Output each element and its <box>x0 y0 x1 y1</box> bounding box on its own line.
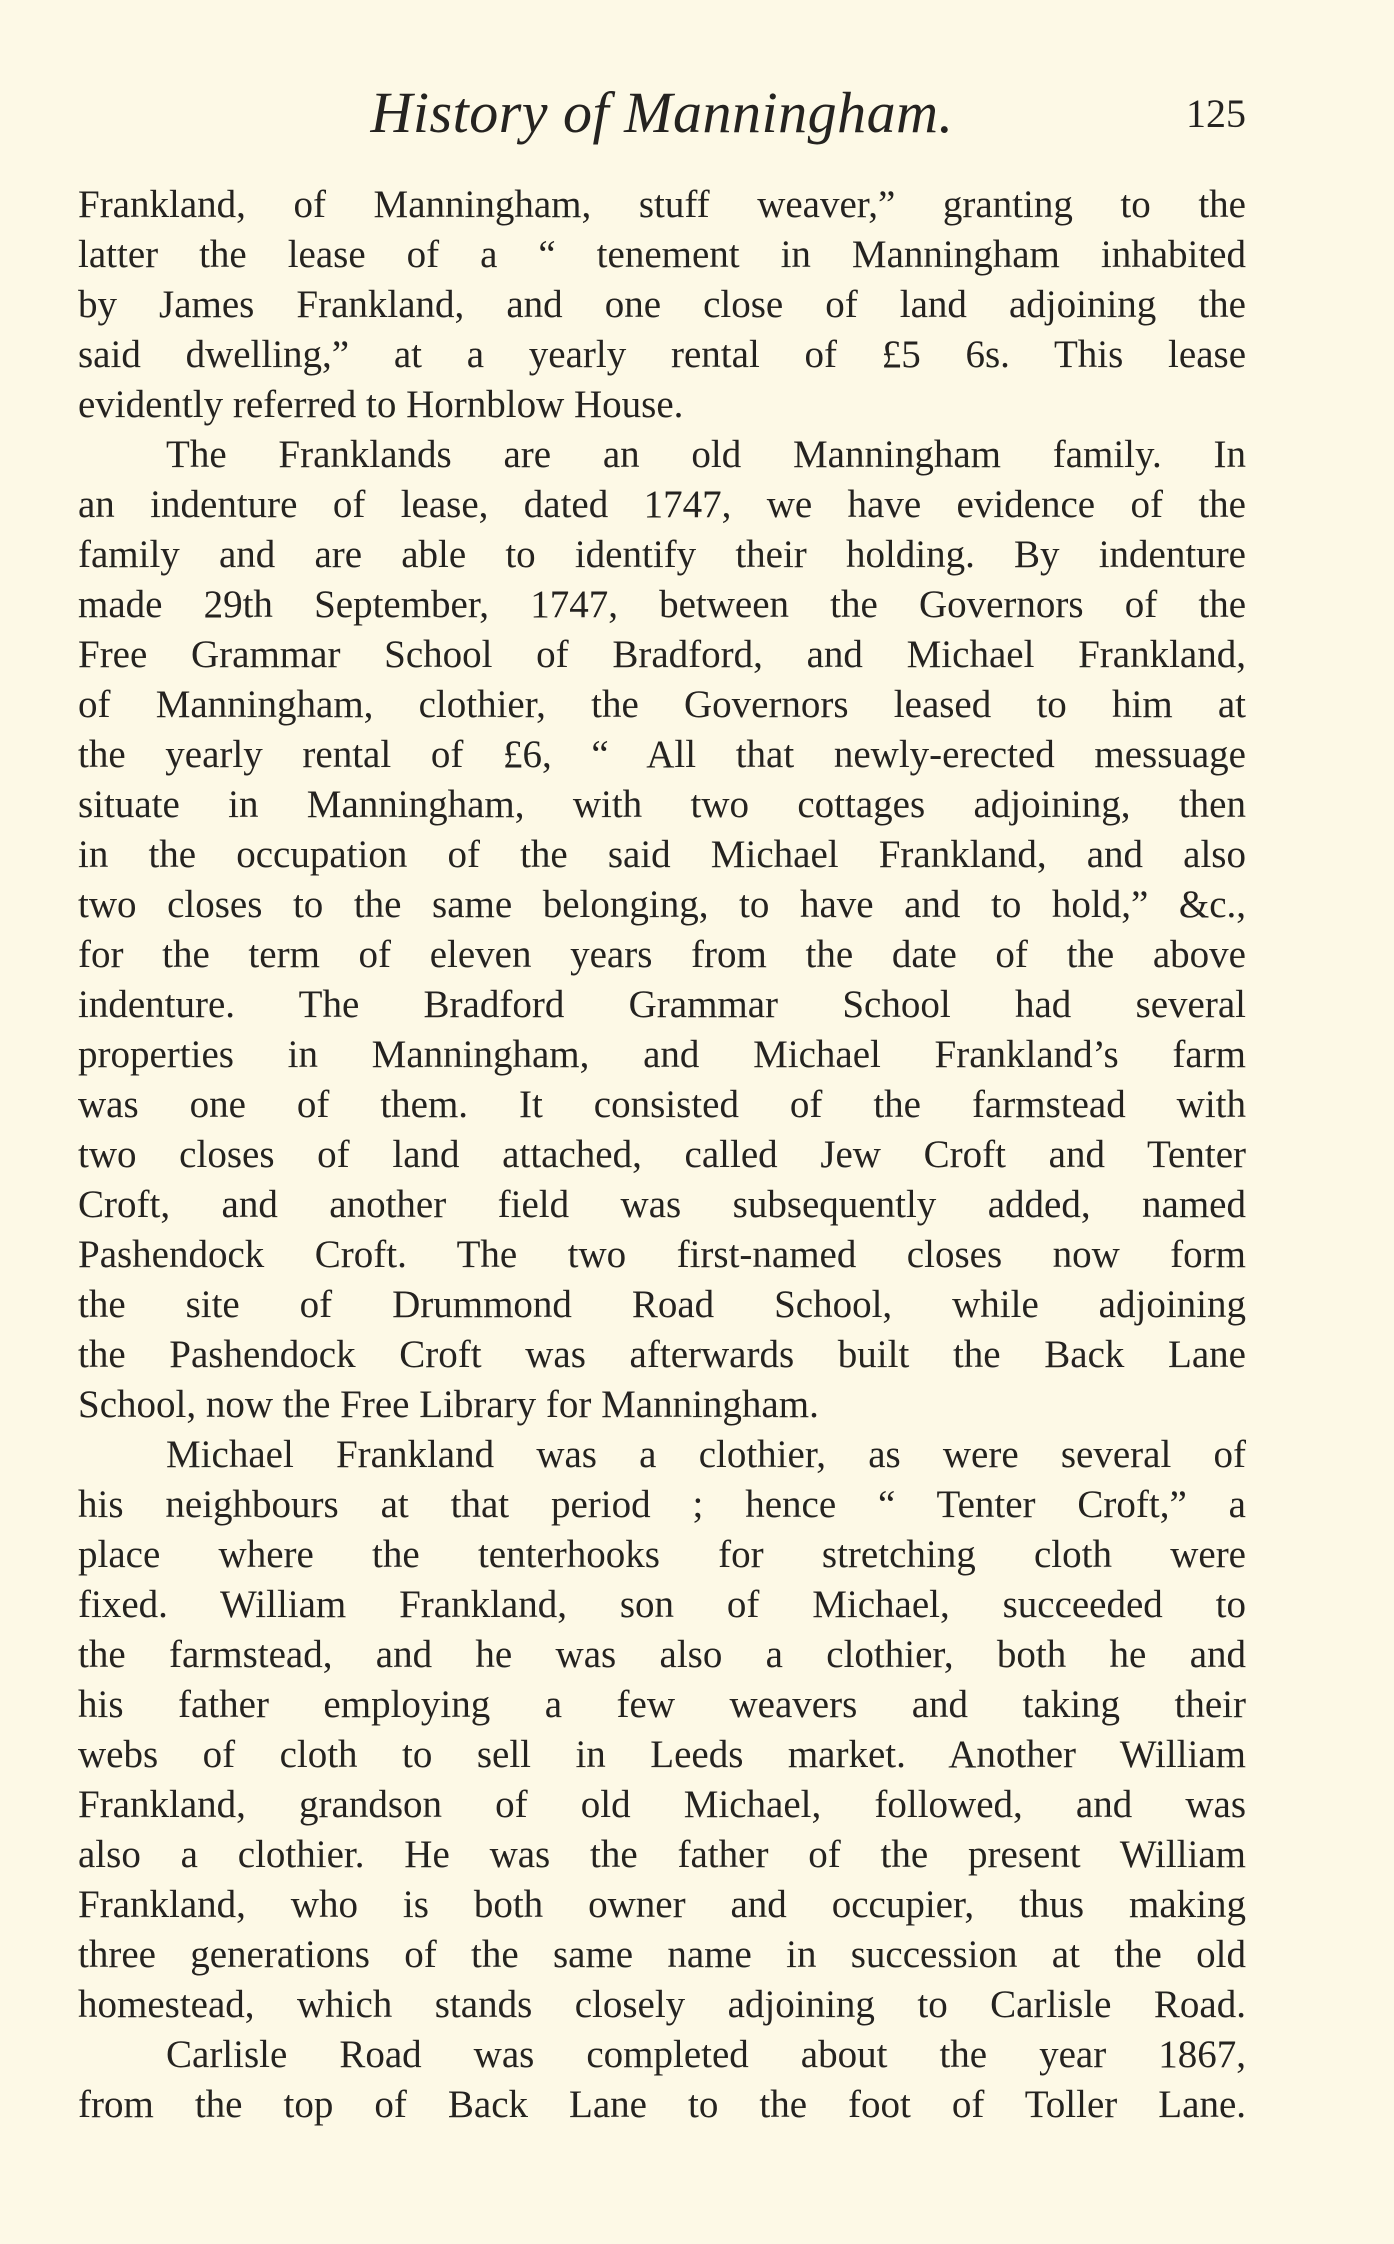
text-line: Frankland, who is both owner and occupier, thus making <box>78 1883 1246 1926</box>
text-line: by James Frankland, and one close of land adjoining the <box>78 283 1246 326</box>
text-line: webs of cloth to sell in Leeds market. Another William <box>78 1733 1246 1776</box>
text-line: Pashendock Croft. The two first-named closes now form <box>78 1233 1246 1276</box>
text-line: indenture. The Bradford Grammar School had several <box>78 983 1246 1026</box>
page-number: 125 <box>1186 91 1246 136</box>
text-line: Frankland, of Manningham, stuff weaver,” granting to the <box>78 183 1246 226</box>
text-line: for the term of eleven years from the date of the above <box>78 933 1246 976</box>
text-line: fixed. William Frankland, son of Michael, succeeded to <box>78 1583 1246 1626</box>
text-line: also a clothier. He was the father of the present William <box>78 1833 1246 1876</box>
text-line: from the top of Back Lane to the foot of Toller Lane. <box>78 2083 1246 2126</box>
text-line: Carlisle Road was completed about the year 1867, <box>166 2033 1246 2076</box>
text-line: Free Grammar School of Bradford, and Michael Frankland, <box>78 633 1246 676</box>
text-line: his father employing a few weavers and taking their <box>78 1683 1246 1726</box>
body-text <box>78 180 1246 2130</box>
text-line: three generations of the same name in succession at the old <box>78 1933 1246 1976</box>
running-head <box>78 78 1246 148</box>
text-line: Croft, and another field was subsequently added, named <box>78 1183 1246 1226</box>
running-title: History of Manningham. <box>370 80 954 145</box>
text-line: was one of them. It consisted of the farmstead with <box>78 1083 1246 1126</box>
text-line: evidently referred to Hornblow House. <box>78 383 684 426</box>
text-line: homestead, which stands closely adjoining to Carlisle Road. <box>78 1983 1246 2026</box>
text-line: family and are able to identify their holding. By indenture <box>78 533 1246 576</box>
text-line: two closes of land attached, called Jew Croft and Tenter <box>78 1133 1246 1176</box>
text-line: in the occupation of the said Michael Frankland, and also <box>78 833 1246 876</box>
text-line: the farmstead, and he was also a clothier, both he and <box>78 1633 1246 1676</box>
text-line: School, now the Free Library for Manningham. <box>78 1383 819 1426</box>
text-line: the site of Drummond Road School, while adjoining <box>78 1283 1246 1326</box>
text-line: Frankland, grandson of old Michael, followed, and was <box>78 1783 1246 1826</box>
text-line: said dwelling,” at a yearly rental of £5 6s. This lease <box>78 333 1246 376</box>
text-line: the yearly rental of £6, “ All that newly-erected messuage <box>78 733 1246 776</box>
text-line: situate in Manningham, with two cottages adjoining, then <box>78 783 1246 826</box>
text-line: his neighbours at that period ; hence “ Tenter Croft,” a <box>78 1483 1246 1526</box>
text-line: of Manningham, clothier, the Governors leased to him at <box>78 683 1246 726</box>
text-line: made 29th September, 1747, between the Governors of the <box>78 583 1246 626</box>
text-line: properties in Manningham, and Michael Frankland’s farm <box>78 1033 1246 1076</box>
text-line: The Franklands are an old Manningham family. In <box>166 433 1246 476</box>
text-line: Michael Frankland was a clothier, as were several of <box>166 1433 1246 1476</box>
text-line: latter the lease of a “ tenement in Manningham inhabited <box>78 233 1246 276</box>
text-line: two closes to the same belonging, to have and to hold,” &c., <box>78 883 1246 926</box>
text-line: place where the tenterhooks for stretching cloth were <box>78 1533 1246 1576</box>
text-line: the Pashendock Croft was afterwards built the Back Lane <box>78 1333 1246 1376</box>
text-line: an indenture of lease, dated 1747, we have evidence of the <box>78 483 1246 526</box>
